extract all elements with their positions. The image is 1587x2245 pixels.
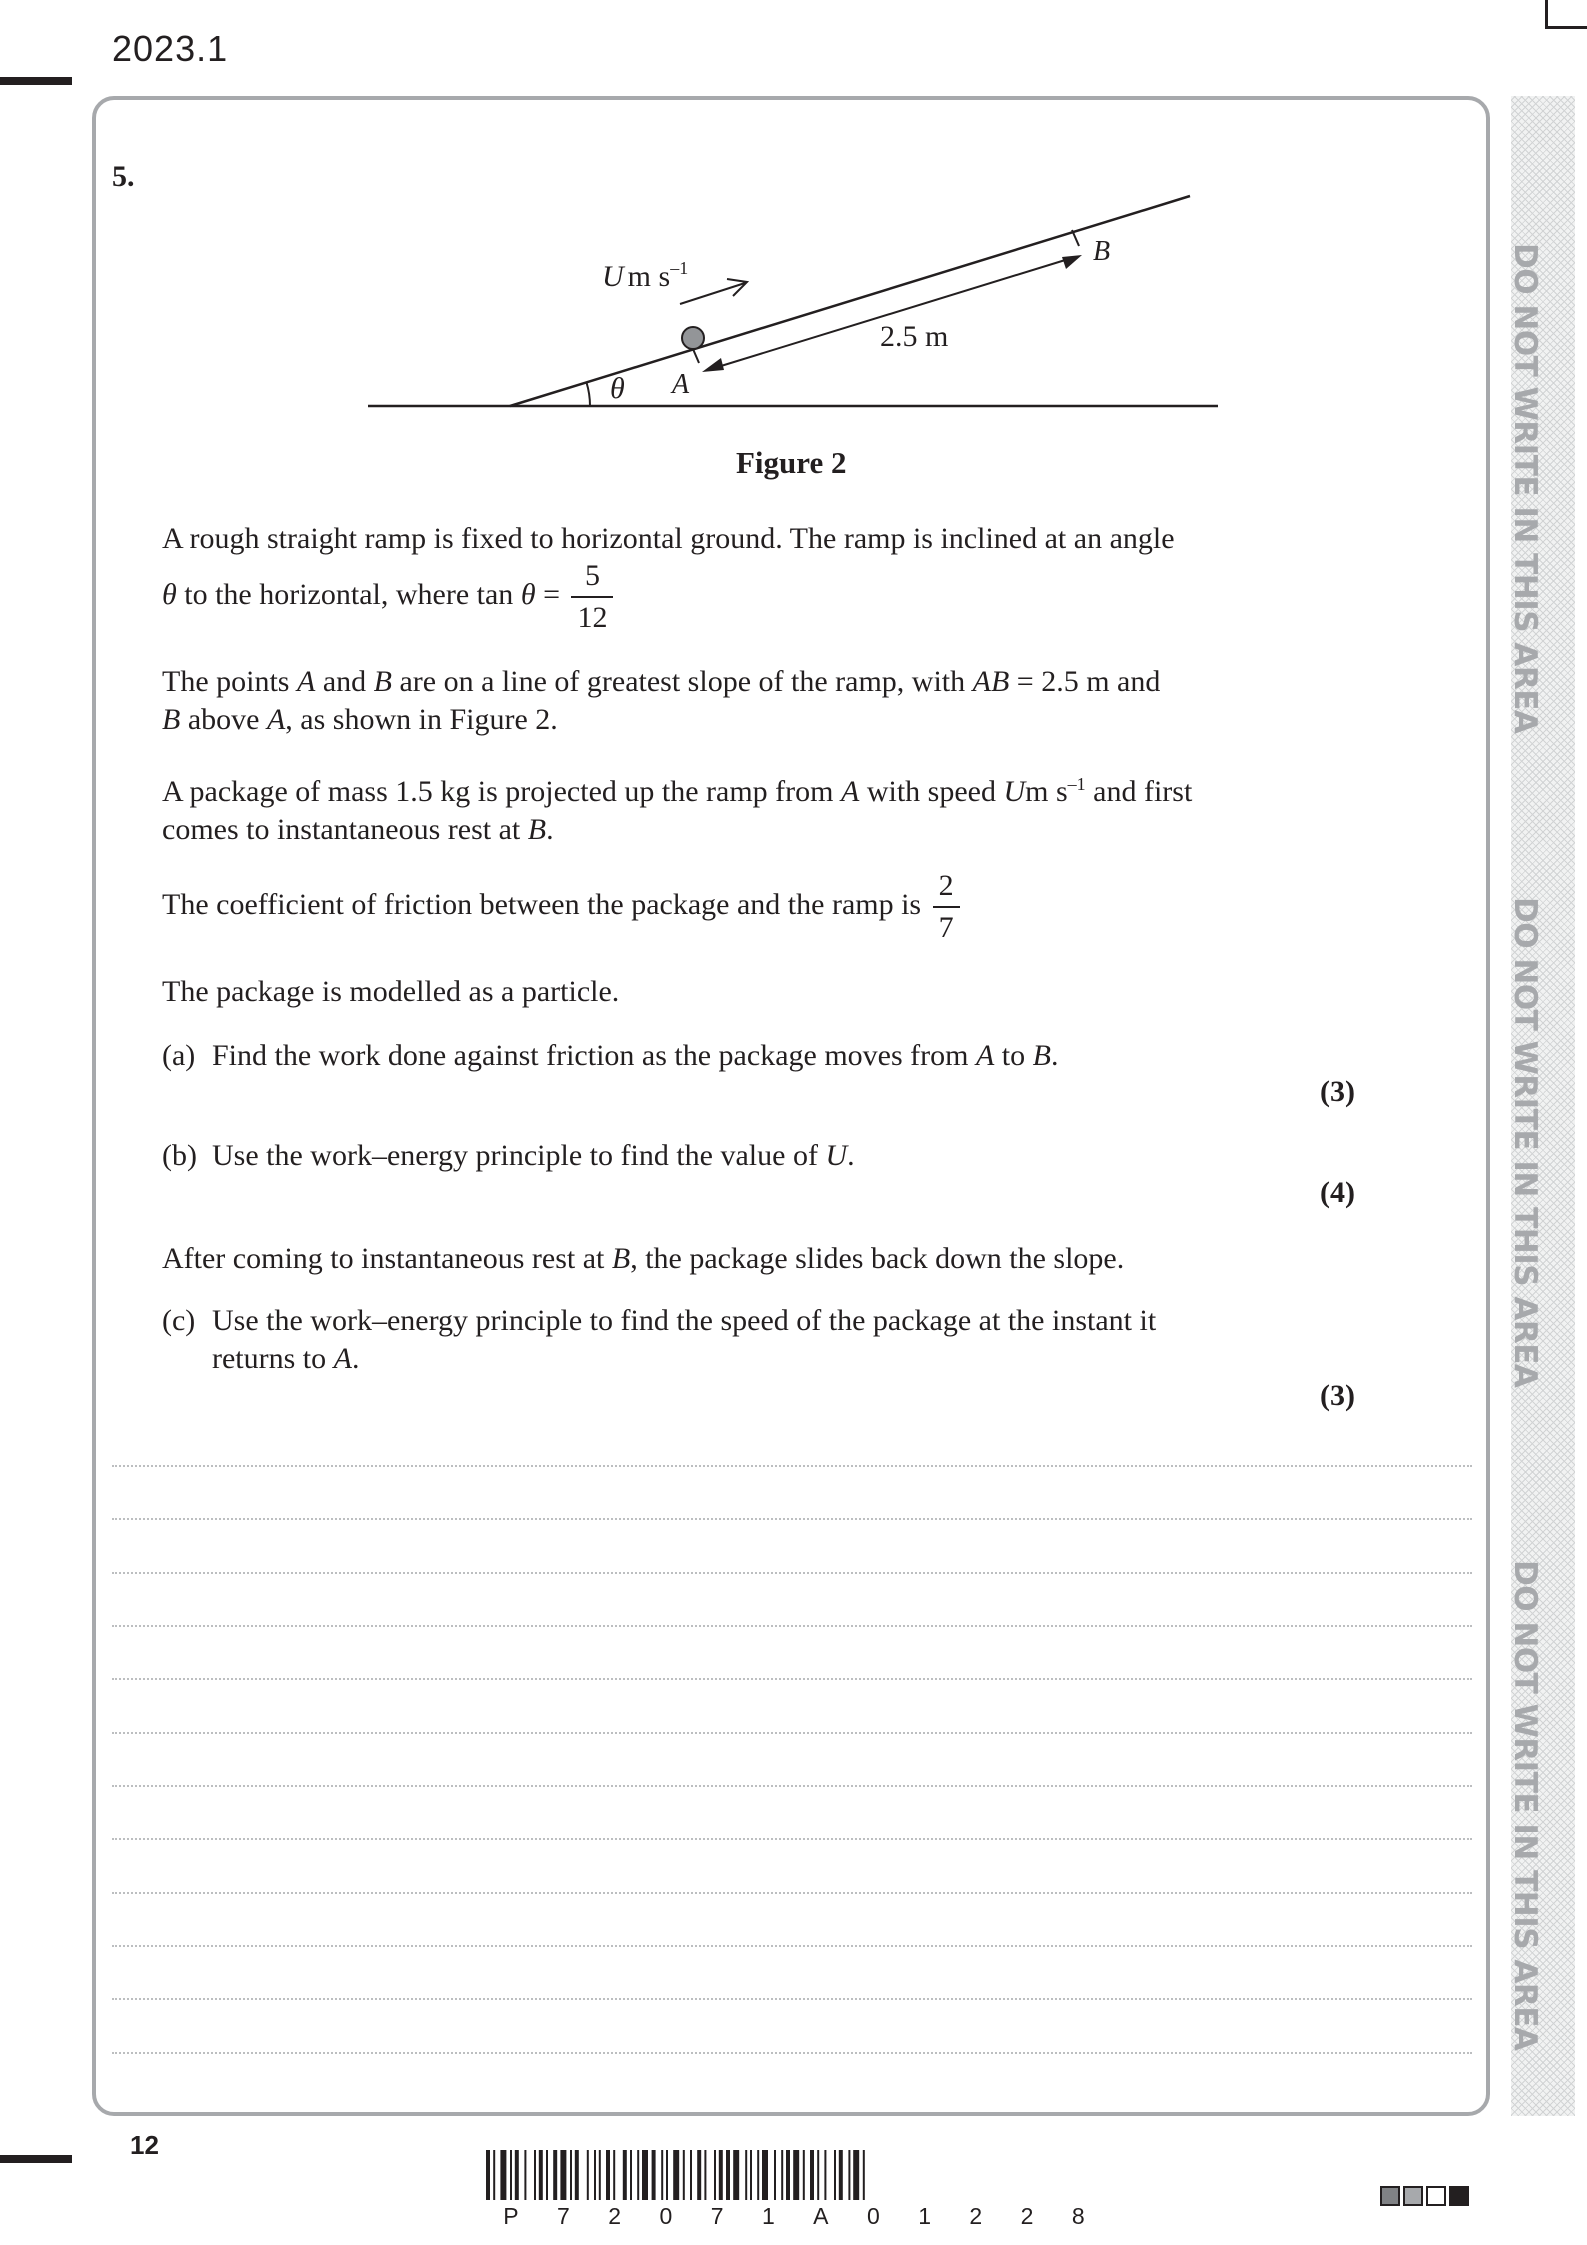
barcode-bar [637,2150,639,2200]
answer-line[interactable] [112,1945,1472,1947]
left-edge-mark-top [0,77,72,85]
barcode-char: 0 [866,2203,880,2229]
part-c: (c) Use the work–energy principle to find the speed of the package at the instant it returns to A. [162,1304,1157,1375]
barcode-bar [623,2150,627,2200]
barcode-bar [666,2150,668,2200]
answer-line[interactable] [112,1838,1472,1840]
tan-fraction: $\frac{5}{12}$ [571,556,613,638]
barcode-bar [839,2150,843,2200]
barcode-bar [594,2150,596,2200]
answer-line[interactable] [112,1625,1472,1627]
paper-date-label: 2023.1 [112,28,229,69]
page-number: 12 [130,2130,159,2160]
barcode-bar [599,2150,601,2200]
marker-square [1380,2186,1400,2206]
barcode-bar [524,2150,526,2200]
answer-line[interactable] [112,1518,1472,1520]
barcode-bar [661,2150,663,2200]
barcode-bar [834,2150,836,2200]
barcode-bar [781,2150,783,2200]
barcode-char: 2 [1020,2203,1034,2229]
barcode-bar [810,2150,814,2200]
barcode-char: A [813,2203,829,2229]
side-warning-3: DO NOT WRITE IN THIS AREA [1507,1560,1543,2051]
barcode-bar [793,2150,799,2200]
barcode-bar [515,2150,519,2200]
answer-line[interactable] [112,1678,1472,1680]
answer-line[interactable] [112,2052,1472,2054]
answer-line[interactable] [112,1732,1472,1734]
after-statement: After coming to instantaneous rest at B, the package slides back down the slope. [162,1242,1125,1275]
barcode-bar [534,2150,536,2200]
intro-line-2: θ to the horizontal, where tan θ = $\frac{5}{12}$ [162,556,1312,638]
barcode-bar [539,2150,543,2200]
barcode-bar [683,2150,685,2200]
marker-square [1403,2186,1423,2206]
barcode-bar [690,2150,692,2200]
distance-arrowhead-a [702,358,724,372]
part-c-marks: (3) [1320,1379,1355,1412]
part-b: (b) Use the work–energy principle to find the value of U. [162,1139,855,1172]
angle-arc [587,383,591,407]
package-particle [682,327,704,349]
distance-arrowhead-b [1062,255,1082,269]
barcode-bar [560,2150,566,2200]
part-b-marks: (4) [1320,1176,1355,1209]
barcode-bar [697,2150,701,2200]
points-paragraph: The points A and B are on a line of greatest slope of the ramp, with AB = 2.5 m and B above A, as shown in Figure 2. [162,665,1161,736]
part-a: (a) Find the work done against friction as the package moves from A to B. [162,1039,1059,1072]
barcode-bar [486,2150,490,2200]
answer-line[interactable] [112,1998,1472,2000]
barcode-bar [587,2150,589,2200]
barcode-bar [733,2150,739,2200]
barcode-bar [546,2150,548,2200]
barcode-bar [774,2150,776,2200]
answer-line[interactable] [112,1572,1472,1574]
barcode-bar [630,2150,632,2200]
barcode-bar [704,2150,706,2200]
figure-caption: Figure 2 [736,445,847,480]
barcode-bar [817,2150,819,2200]
barcode-bar [750,2150,752,2200]
side-warning-2: DO NOT WRITE IN THIS AREA [1507,897,1543,1388]
barcode-char: 1 [761,2203,775,2229]
barcode-bar [848,2150,850,2200]
point-a-tick [693,349,699,363]
barcode-bar [863,2150,865,2200]
barcode-char: 7 [710,2203,724,2229]
barcode-bar [673,2150,679,2200]
speed-label: U m $s^{-1}$ [602,258,689,293]
barcode-bar [726,2150,730,2200]
barcode-text [484,2203,1104,2230]
barcode-bar [510,2150,512,2200]
barcode-char: 8 [1071,2203,1085,2229]
ramp-figure [300,170,1240,430]
barcode-bar [553,2150,557,2200]
barcode-bar [613,2150,615,2200]
barcode-char: 2 [608,2203,622,2229]
marker-square [1426,2186,1446,2206]
answer-line[interactable] [112,1892,1472,1894]
point-a-label: A [672,369,690,400]
barcode-char: P [503,2203,519,2229]
barcode-bar [762,2150,768,2200]
side-warning-1: DO NOT WRITE IN THIS AREA [1507,243,1543,734]
part-a-marks: (3) [1320,1075,1355,1108]
angle-label: θ [610,372,625,405]
barcode-bar [575,2150,579,2200]
barcode-bar [757,2150,759,2200]
barcode-bar [642,2150,648,2200]
barcode-bar [714,2150,716,2200]
barcode-bar [719,2150,723,2200]
question-number: 5. [112,160,135,193]
barcode [484,2150,1104,2200]
barcode-char: 2 [969,2203,983,2229]
marker-square [1449,2186,1469,2206]
left-edge-mark-bottom [0,2155,72,2163]
barcode-char: 7 [557,2203,570,2229]
model-statement: The package is modelled as a particle. [162,975,620,1008]
barcode-char: 0 [659,2203,673,2229]
barcode-bar [824,2150,826,2200]
barcode-bar [853,2150,859,2200]
barcode-bar [803,2150,805,2200]
barcode-bar [652,2150,656,2200]
answer-line[interactable] [112,1785,1472,1787]
barcode-bar [745,2150,747,2200]
answer-line[interactable] [112,1465,1472,1467]
point-b-label: B [1093,236,1111,267]
barcode-bar [500,2150,506,2200]
intro-line-1: A rough straight ramp is fixed to horizontal ground. The ramp is inclined at an angle [162,522,1175,555]
friction-fraction: $\frac{2}{7}$ [933,866,960,948]
corner-crop-mark [1545,0,1587,29]
friction-paragraph: The coefficient of friction between the package and the ramp is $\frac{2}{7}$ [162,866,1312,948]
package-paragraph: A package of mass 1.5 kg is projected up the ramp from A with speed Um $s^{-1}$ and first comes to instantaneous rest at B. [162,774,1193,846]
barcode-bar [786,2150,790,2200]
page-marker-squares [1380,2186,1469,2206]
distance-arrow [708,257,1075,370]
distance-label: 2.5 m [880,320,949,353]
barcode-bar [606,2150,610,2200]
barcode-bar [493,2150,495,2200]
barcode-char: 1 [918,2203,931,2229]
barcode-bar [570,2150,572,2200]
